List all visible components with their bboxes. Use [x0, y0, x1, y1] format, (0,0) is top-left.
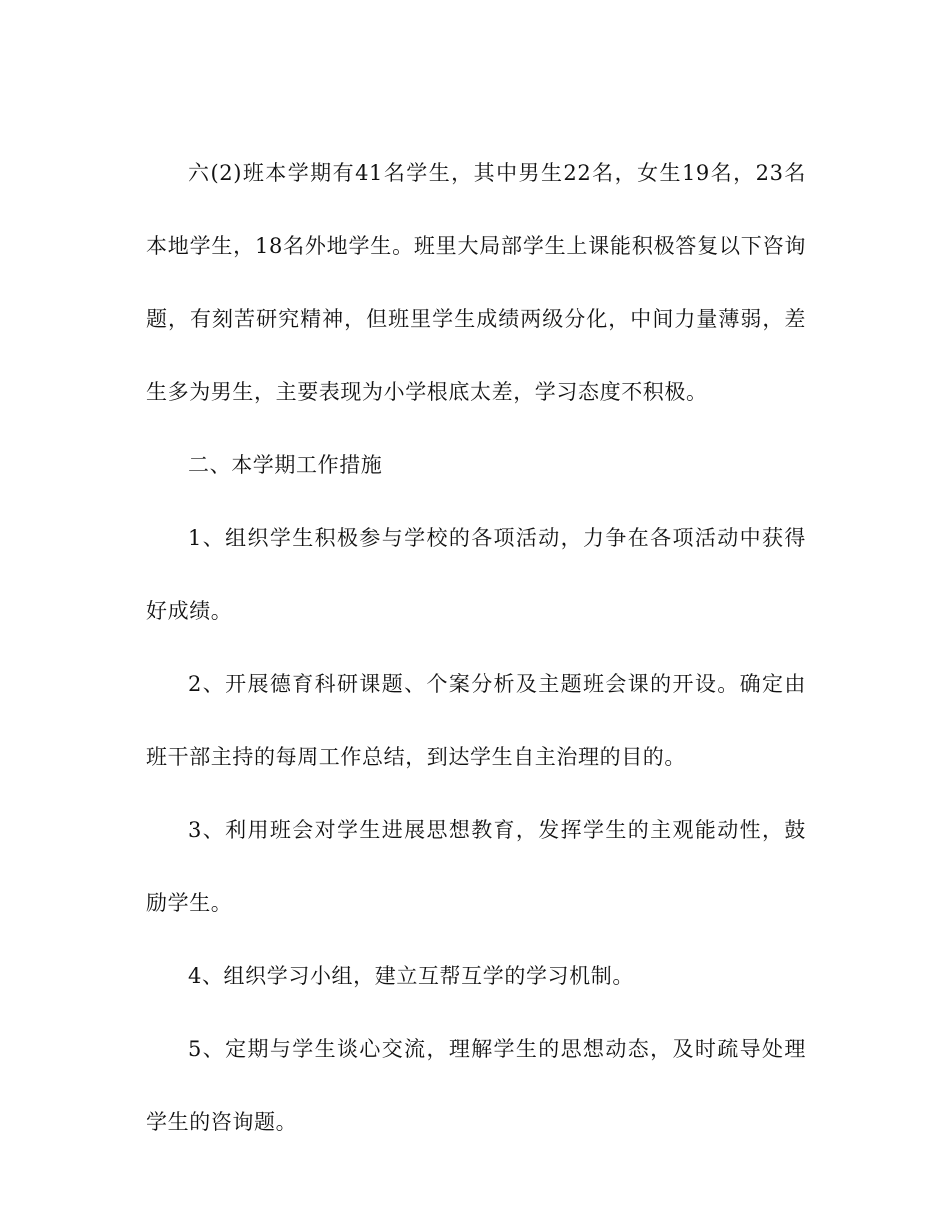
paragraph-measure-1: 1、组织学生积极参与学校的各项活动，力争在各项活动中获得好成绩。: [146, 526, 806, 623]
document-body: [146, 137, 806, 1159]
paragraph-measure-4: 4、组织学习小组，建立互帮互学的学习机制。: [188, 964, 634, 988]
paragraph-measure-3: 3、利用班会对学生进展思想教育，发挥学生的主观能动性，鼓励学生。: [146, 818, 806, 915]
paragraph-measure-2: 2、开展德育科研课题、个案分析及主题班会课的开设。确定由班干部主持的每周工作总结，到达学生自主治理的目的。: [146, 672, 806, 769]
section-heading-measures: 二、本学期工作措施: [188, 453, 383, 477]
paragraph-class-overview: 六(2)班本学期有41名学生，其中男生22名，女生19名，23名本地学生，18名外地学生。班里大局部学生上课能积极答复以下咨询题，有刻苦研究精神，但班里学生成绩两级分化，中间力量薄弱，差生多为男生，主要表现为小学根底太差，学习态度不积极。: [146, 161, 806, 404]
paragraph-measure-5: 5、定期与学生谈心交流，理解学生的思想动态，及时疏导处理学生的咨询题。: [146, 1037, 806, 1134]
